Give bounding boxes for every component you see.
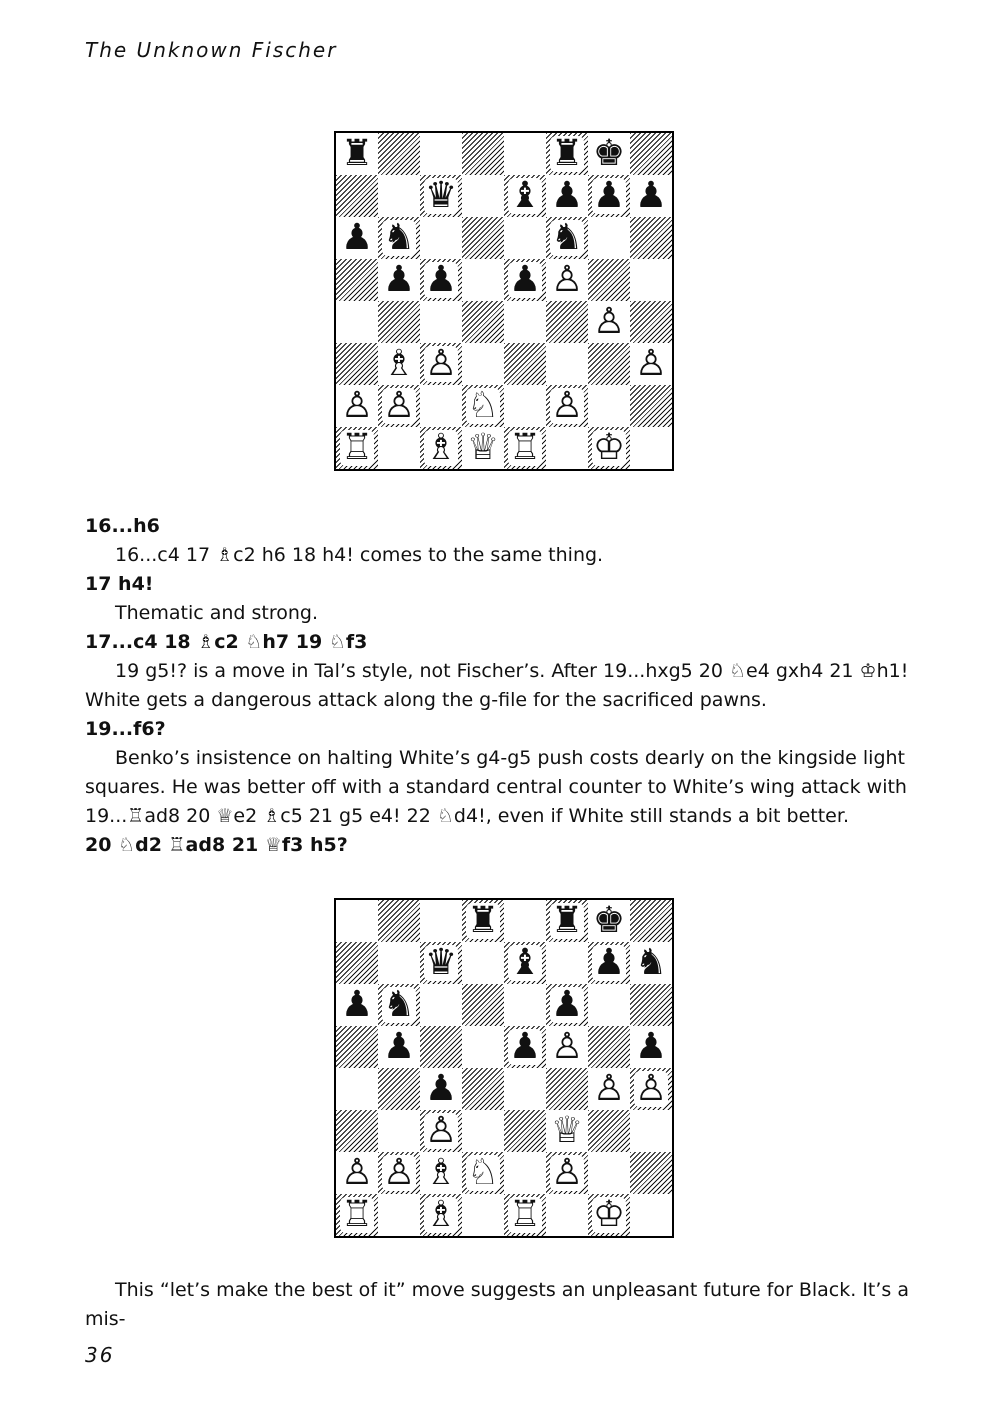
board-square [420, 259, 462, 301]
chess-piece: ♞ [634, 942, 668, 983]
chess-piece: ♙ [340, 1152, 374, 1193]
chess-piece: ♜ [550, 133, 584, 174]
chess-piece: ♖ [340, 1194, 374, 1235]
chess-piece: ♙ [592, 301, 626, 342]
board-square [378, 343, 420, 385]
board-square [588, 343, 630, 385]
board-square [588, 133, 630, 175]
chess-piece: ♙ [550, 1152, 584, 1193]
board-square [336, 175, 378, 217]
chess-piece: ♙ [340, 385, 374, 426]
chess-piece: ♗ [424, 427, 458, 468]
chess-piece: ♞ [550, 217, 584, 258]
board-square [462, 1110, 504, 1152]
board-square [462, 1152, 504, 1194]
chess-piece: ♖ [508, 427, 542, 468]
commentary: 16...c4 17 ♗c2 h6 18 h4! comes to the same thing. [115, 544, 604, 566]
move-heading: 19...f6? [85, 718, 166, 740]
board-square [546, 217, 588, 259]
board-square [630, 942, 672, 984]
chess-piece: ♛ [424, 175, 458, 216]
board-square [420, 385, 462, 427]
board-square [378, 984, 420, 1026]
board-square [336, 385, 378, 427]
board-square [630, 427, 672, 469]
board-square [462, 1068, 504, 1110]
chess-piece: ♘ [466, 1152, 500, 1193]
board-square [378, 385, 420, 427]
chess-piece: ♟ [592, 942, 626, 983]
board-square [546, 427, 588, 469]
chess-piece: ♙ [424, 343, 458, 384]
board-square [504, 301, 546, 343]
board-square [630, 984, 672, 1026]
board-square [588, 259, 630, 301]
board-square [378, 175, 420, 217]
chess-piece: ♟ [634, 1026, 668, 1067]
board-square [420, 1152, 462, 1194]
chess-piece: ♕ [550, 1110, 584, 1151]
board-square [630, 259, 672, 301]
board-square [462, 301, 504, 343]
chess-piece: ♙ [424, 1110, 458, 1151]
board-square [420, 343, 462, 385]
board-square [336, 1152, 378, 1194]
board-square [588, 1110, 630, 1152]
board-square [462, 343, 504, 385]
chess-piece: ♙ [550, 385, 584, 426]
board-square [630, 343, 672, 385]
chess-piece: ♗ [424, 1194, 458, 1235]
board-square [378, 259, 420, 301]
chess-diagram-2 [334, 898, 674, 1238]
board-square [546, 175, 588, 217]
move-heading: 17...c4 18 ♗c2 ♘h7 19 ♘f3 [85, 631, 368, 653]
board-square [504, 175, 546, 217]
board-square [588, 385, 630, 427]
board-square [504, 217, 546, 259]
move-heading: 17 h4! [85, 573, 154, 595]
board-square [378, 900, 420, 942]
chess-piece: ♙ [550, 1026, 584, 1067]
board-square [336, 1194, 378, 1236]
board-square [378, 1152, 420, 1194]
board-square [504, 1152, 546, 1194]
board-square [378, 1068, 420, 1110]
chess-piece: ♟ [424, 259, 458, 300]
chess-piece: ♙ [592, 1068, 626, 1109]
board-square [504, 984, 546, 1026]
board-square [462, 984, 504, 1026]
page-number: 36 [85, 1343, 115, 1367]
chess-piece: ♟ [592, 175, 626, 216]
board-square [504, 900, 546, 942]
board-square [504, 259, 546, 301]
board-square [336, 900, 378, 942]
chess-piece: ♝ [508, 942, 542, 983]
chess-piece: ♙ [634, 343, 668, 384]
board-square [420, 133, 462, 175]
board-square [504, 427, 546, 469]
board-square [630, 175, 672, 217]
board-square [462, 133, 504, 175]
board-square [504, 343, 546, 385]
board-square [420, 175, 462, 217]
commentary: Thematic and strong. [115, 602, 318, 624]
board-square [630, 1194, 672, 1236]
board-square [630, 1026, 672, 1068]
board-square [546, 343, 588, 385]
chess-piece: ♙ [634, 1068, 668, 1109]
annotation-block-2 [85, 1276, 925, 1334]
board-square [588, 942, 630, 984]
chess-piece: ♟ [340, 984, 374, 1025]
chess-piece: ♝ [508, 175, 542, 216]
board-square [504, 133, 546, 175]
board-square [588, 984, 630, 1026]
chess-piece: ♖ [340, 427, 374, 468]
annotation-block-1 [85, 512, 925, 860]
chess-piece: ♘ [466, 385, 500, 426]
chess-piece: ♟ [382, 1026, 416, 1067]
board-square [504, 1026, 546, 1068]
move-heading: 16...h6 [85, 515, 160, 537]
chess-piece: ♟ [550, 984, 584, 1025]
chess-piece: ♖ [508, 1194, 542, 1235]
chess-piece: ♕ [466, 427, 500, 468]
board-square [504, 1068, 546, 1110]
chess-piece: ♛ [424, 942, 458, 983]
board-square [378, 427, 420, 469]
board-square [336, 427, 378, 469]
move-heading: 20 ♘d2 ♖ad8 21 ♕f3 h5? [85, 834, 348, 856]
board-square [630, 1068, 672, 1110]
board-square [462, 385, 504, 427]
board-square [378, 217, 420, 259]
board-square [420, 942, 462, 984]
board-square [546, 259, 588, 301]
board-square [504, 1110, 546, 1152]
chess-piece: ♜ [340, 133, 374, 174]
chess-piece: ♜ [466, 900, 500, 941]
commentary: This “let’s make the best of it” move suggests an unpleasant future for Black. It’s a mis- [85, 1279, 910, 1330]
board-square [546, 900, 588, 942]
board-square [378, 942, 420, 984]
chess-piece: ♗ [382, 343, 416, 384]
board-square [546, 942, 588, 984]
chess-piece: ♞ [382, 984, 416, 1025]
chess-diagram-1 [334, 131, 674, 471]
board-square [420, 900, 462, 942]
board-square [336, 133, 378, 175]
chess-piece: ♙ [382, 385, 416, 426]
board-square [588, 427, 630, 469]
chess-piece: ♚ [592, 133, 626, 174]
board-square [588, 1194, 630, 1236]
board-square [378, 133, 420, 175]
chess-piece: ♟ [382, 259, 416, 300]
board-square [378, 1194, 420, 1236]
board-square [462, 217, 504, 259]
board-square [462, 900, 504, 942]
board-square [378, 1026, 420, 1068]
chess-piece: ♗ [424, 1152, 458, 1193]
board-square [420, 1068, 462, 1110]
board-square [630, 217, 672, 259]
board-square [546, 1068, 588, 1110]
board-square [630, 900, 672, 942]
board-square [546, 1194, 588, 1236]
board-square [420, 1026, 462, 1068]
board-square [336, 1026, 378, 1068]
board-square [336, 1110, 378, 1152]
board-square [546, 1026, 588, 1068]
board-square [420, 427, 462, 469]
board-square [336, 217, 378, 259]
chess-piece: ♟ [634, 175, 668, 216]
board-square [588, 1152, 630, 1194]
chess-piece: ♟ [424, 1068, 458, 1109]
chess-piece: ♔ [592, 427, 626, 468]
board-square [420, 217, 462, 259]
chess-piece: ♙ [550, 259, 584, 300]
board-square [420, 984, 462, 1026]
board-square [336, 1068, 378, 1110]
running-title: The Unknown Fischer [85, 38, 338, 62]
board-square [588, 900, 630, 942]
chess-piece: ♟ [340, 217, 374, 258]
chess-piece: ♟ [508, 1026, 542, 1067]
board-square [336, 301, 378, 343]
commentary: 19 g5!? is a move in Tal’s style, not Fischer’s. After 19...hxg5 20 ♘e4 gxh4 21 ♔h1! White gets a dangerous attack along the g-file for the sacrificed pawns. [85, 660, 909, 711]
board-square [336, 984, 378, 1026]
board-square [336, 343, 378, 385]
chess-piece: ♞ [382, 217, 416, 258]
board-square [630, 133, 672, 175]
board-square [504, 1194, 546, 1236]
board-square [546, 301, 588, 343]
board-square [378, 301, 420, 343]
board-square [630, 301, 672, 343]
board-square [630, 385, 672, 427]
board-square [588, 175, 630, 217]
board-square [588, 301, 630, 343]
commentary: Benko’s insistence on halting White’s g4-g5 push costs dearly on the kingside light squares. He was better off with a standard central counter to White’s wing attack with 19...♖ad8 20 ♕e2 ♗c5 21 g5 e4! 22 ♘d4!, even if White still stands a bit better. [85, 747, 907, 827]
board-square [462, 1026, 504, 1068]
board-square [462, 1194, 504, 1236]
board-square [462, 259, 504, 301]
board-square [420, 1194, 462, 1236]
chess-piece: ♚ [592, 900, 626, 941]
board-square [336, 942, 378, 984]
chess-piece: ♔ [592, 1194, 626, 1235]
board-square [630, 1152, 672, 1194]
board-square [588, 217, 630, 259]
board-square [462, 175, 504, 217]
board-square [336, 259, 378, 301]
board-square [630, 1110, 672, 1152]
board-square [546, 984, 588, 1026]
board-square [546, 1152, 588, 1194]
board-square [546, 385, 588, 427]
board-square [588, 1026, 630, 1068]
board-square [462, 942, 504, 984]
chess-piece: ♜ [550, 900, 584, 941]
board-square [462, 427, 504, 469]
board-square [420, 1110, 462, 1152]
board-square [378, 1110, 420, 1152]
board-square [420, 301, 462, 343]
board-square [588, 1068, 630, 1110]
board-square [546, 1110, 588, 1152]
chess-piece: ♙ [382, 1152, 416, 1193]
chess-piece: ♟ [550, 175, 584, 216]
board-square [504, 385, 546, 427]
chess-piece: ♟ [508, 259, 542, 300]
board-square [546, 133, 588, 175]
board-square [504, 942, 546, 984]
